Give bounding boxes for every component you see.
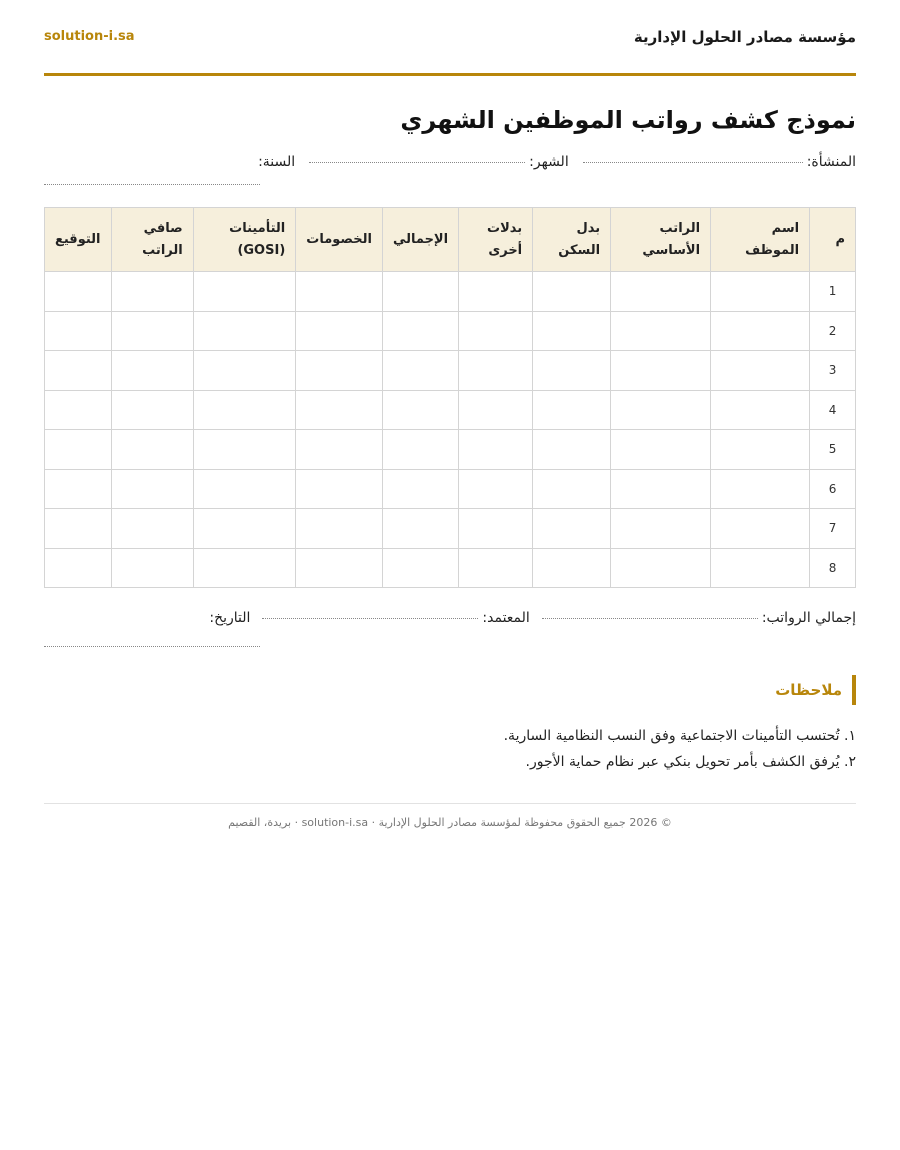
year-label: السنة: — [258, 154, 296, 170]
cell-deductions[interactable] — [296, 509, 383, 549]
table-row — [45, 469, 856, 509]
table-row — [45, 351, 856, 391]
cell-basic-salary[interactable] — [611, 430, 711, 470]
note-item: ٢. يُرفق الكشف بأمر تحويل بنكي عبر نظام حماية الأجور. — [525, 754, 856, 770]
cell-net-salary[interactable] — [111, 509, 193, 549]
cell-basic-salary[interactable] — [611, 272, 711, 312]
notes-list — [44, 723, 856, 775]
cell-housing-allowance[interactable] — [533, 351, 611, 391]
row-index: 1 — [810, 272, 856, 312]
cell-basic-salary[interactable] — [611, 548, 711, 588]
approver-label: المعتمد: — [482, 610, 530, 626]
table-row — [45, 548, 856, 588]
row-index: 8 — [810, 548, 856, 588]
col-gosi: التأمينات (GOSI) — [193, 208, 296, 272]
cell-other-allowances[interactable] — [459, 548, 533, 588]
cell-total[interactable] — [382, 509, 458, 549]
cell-signature[interactable] — [45, 548, 112, 588]
cell-employee-name[interactable] — [711, 509, 810, 549]
cell-other-allowances[interactable] — [459, 272, 533, 312]
approver-field[interactable] — [262, 610, 529, 626]
date-label: التاريخ: — [209, 610, 251, 626]
year-field[interactable] — [258, 154, 295, 170]
table-row — [45, 430, 856, 470]
establishment-field[interactable] — [583, 154, 856, 170]
cell-employee-name[interactable] — [711, 351, 810, 391]
cell-gosi[interactable] — [193, 351, 296, 391]
page-title: نموذج كشف رواتب الموظفين الشهري — [400, 106, 856, 134]
col-basic-salary: الراتب الأساسي — [611, 208, 711, 272]
cell-signature[interactable] — [45, 469, 112, 509]
cell-housing-allowance[interactable] — [533, 272, 611, 312]
cell-other-allowances[interactable] — [459, 311, 533, 351]
cell-net-salary[interactable] — [111, 351, 193, 391]
cell-net-salary[interactable] — [111, 548, 193, 588]
table-row — [45, 272, 856, 312]
cell-employee-name[interactable] — [711, 469, 810, 509]
cell-deductions[interactable] — [296, 469, 383, 509]
totals-fields — [44, 610, 856, 626]
cell-housing-allowance[interactable] — [533, 390, 611, 430]
cell-housing-allowance[interactable] — [533, 509, 611, 549]
cell-employee-name[interactable] — [711, 390, 810, 430]
cell-employee-name[interactable] — [711, 430, 810, 470]
table-header-row — [45, 208, 856, 272]
row-index: 4 — [810, 390, 856, 430]
cell-signature[interactable] — [45, 509, 112, 549]
document-header — [44, 0, 856, 76]
cell-other-allowances[interactable] — [459, 509, 533, 549]
row-index: 5 — [810, 430, 856, 470]
cell-deductions[interactable] — [296, 311, 383, 351]
col-housing-allowance: بدل السكن — [533, 208, 611, 272]
cell-gosi[interactable] — [193, 272, 296, 312]
cell-deductions[interactable] — [296, 272, 383, 312]
cell-total[interactable] — [382, 430, 458, 470]
col-other-allowances: بدلات أخرى — [459, 208, 533, 272]
table-row — [45, 509, 856, 549]
cell-other-allowances[interactable] — [459, 469, 533, 509]
establishment-blank[interactable] — [583, 161, 803, 163]
footer-text: © 2026 جميع الحقوق محفوظة لمؤسسة مصادر الحلول الإدارية · solution-i.sa · بريدة، القصيم — [228, 816, 672, 829]
cell-gosi[interactable] — [193, 390, 296, 430]
cell-housing-allowance[interactable] — [533, 469, 611, 509]
cell-net-salary[interactable] — [111, 390, 193, 430]
month-blank[interactable] — [309, 161, 525, 163]
cell-total[interactable] — [382, 548, 458, 588]
cell-signature[interactable] — [45, 311, 112, 351]
cell-total[interactable] — [382, 272, 458, 312]
col-employee-name: اسم الموظف — [711, 208, 810, 272]
table-row — [45, 390, 856, 430]
cell-gosi[interactable] — [193, 548, 296, 588]
cell-basic-salary[interactable] — [611, 351, 711, 391]
cell-housing-allowance[interactable] — [533, 430, 611, 470]
cell-other-allowances[interactable] — [459, 390, 533, 430]
cell-total[interactable] — [382, 390, 458, 430]
cell-net-salary[interactable] — [111, 311, 193, 351]
cell-deductions[interactable] — [296, 548, 383, 588]
row-index: 7 — [810, 509, 856, 549]
cell-total[interactable] — [382, 469, 458, 509]
row-index: 3 — [810, 351, 856, 391]
cell-basic-salary[interactable] — [611, 469, 711, 509]
col-net-salary: صافي الراتب — [111, 208, 193, 272]
header-fields — [44, 154, 856, 170]
cell-employee-name[interactable] — [711, 311, 810, 351]
cell-other-allowances[interactable] — [459, 430, 533, 470]
cell-total[interactable] — [382, 311, 458, 351]
month-field[interactable] — [309, 154, 569, 170]
cell-basic-salary[interactable] — [611, 311, 711, 351]
month-label: الشهر: — [529, 154, 569, 170]
salary-table — [44, 207, 856, 588]
footer-divider — [44, 803, 856, 804]
col-index: م — [810, 208, 856, 272]
col-total: الإجمالي — [382, 208, 458, 272]
cell-basic-salary[interactable] — [611, 390, 711, 430]
col-deductions: الخصومات — [296, 208, 383, 272]
cell-net-salary[interactable] — [111, 272, 193, 312]
brand-name: مؤسسة مصادر الحلول الإدارية — [633, 27, 856, 46]
cell-gosi[interactable] — [193, 509, 296, 549]
cell-gosi[interactable] — [193, 469, 296, 509]
cell-housing-allowance[interactable] — [533, 548, 611, 588]
col-signature: التوقيع — [45, 208, 112, 272]
date-field[interactable] — [209, 610, 250, 626]
document-page — [44, 0, 856, 829]
establishment-label: المنشأة: — [806, 154, 856, 170]
cell-signature[interactable] — [45, 390, 112, 430]
total-salaries-label: إجمالي الرواتب: — [761, 610, 856, 626]
cell-gosi[interactable] — [193, 311, 296, 351]
date-blank[interactable] — [44, 646, 260, 647]
cell-deductions[interactable] — [296, 351, 383, 391]
cell-basic-salary[interactable] — [611, 509, 711, 549]
cell-employee-name[interactable] — [711, 548, 810, 588]
total-salaries-field[interactable] — [542, 610, 856, 626]
note-item: ١. تُحتسب التأمينات الاجتماعية وفق النسب النظامية السارية. — [503, 728, 856, 744]
approver-blank[interactable] — [262, 617, 478, 619]
year-blank[interactable] — [44, 184, 260, 185]
cell-housing-allowance[interactable] — [533, 311, 611, 351]
cell-signature[interactable] — [45, 272, 112, 312]
total-salaries-blank[interactable] — [542, 617, 758, 619]
cell-signature[interactable] — [45, 351, 112, 391]
cell-net-salary[interactable] — [111, 469, 193, 509]
row-index: 6 — [810, 469, 856, 509]
notes-heading: ملاحظات — [44, 675, 856, 705]
site-link[interactable]: solution-i.sa — [44, 29, 135, 44]
cell-other-allowances[interactable] — [459, 351, 533, 391]
cell-gosi[interactable] — [193, 430, 296, 470]
cell-deductions[interactable] — [296, 430, 383, 470]
cell-signature[interactable] — [45, 430, 112, 470]
cell-net-salary[interactable] — [111, 430, 193, 470]
cell-total[interactable] — [382, 351, 458, 391]
cell-deductions[interactable] — [296, 390, 383, 430]
cell-employee-name[interactable] — [711, 272, 810, 312]
table-row — [45, 311, 856, 351]
row-index: 2 — [810, 311, 856, 351]
